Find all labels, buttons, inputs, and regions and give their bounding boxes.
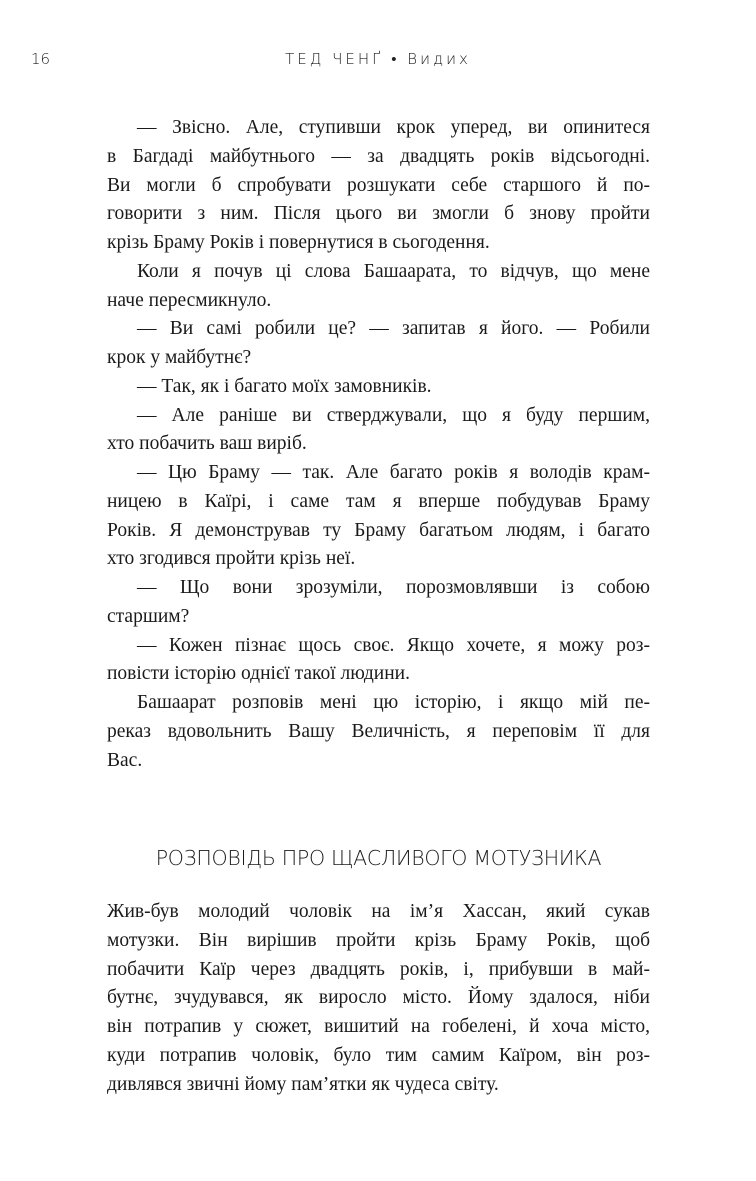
text-line: дивлявся звичні йому пам’ятки як чудеса світу. <box>107 1073 499 1095</box>
text-line: мотузки. Він вирішив пройти крізь Браму Років, щоб <box>107 929 650 951</box>
text-line: — Що вони зрозуміли, порозмовлявши із собою <box>137 577 650 598</box>
text-line: Років. Я демонстрував ту Браму багатьом людям, і багато <box>107 519 650 541</box>
text-line: повісти історію однієї такої людини. <box>107 663 410 685</box>
body-text-dialogue <box>107 114 650 775</box>
text-line: Жив-був молодий чоловік на ім’я Хассан, який сукав <box>107 901 650 922</box>
text-line: хто побачить ваш виріб. <box>107 433 307 455</box>
body-text-story <box>107 898 650 1099</box>
text-line: ницею в Каїрі, і саме там я вперше побудував Браму <box>107 490 650 512</box>
text-line: старшим? <box>107 605 190 627</box>
text-line: — Так, як і багато моїх замовників. <box>137 375 432 397</box>
text-line: наче пересмикнуло. <box>107 289 272 311</box>
running-head: ТЕД ЧЕНҐ • Видих <box>285 50 471 68</box>
text-line: — Цю Браму — так. Але багато років я володів крам- <box>137 462 650 483</box>
text-line: крізь Браму Років і повернутися в сьогодення. <box>107 232 490 253</box>
text-line: крок у майбутнє? <box>107 347 252 368</box>
text-line: в Багдаді майбутнього — за двадцять років відсьогодні. <box>107 145 650 167</box>
text-line: — Звісно. Але, ступивши крок уперед, ви опинитеся <box>137 117 650 138</box>
text-line: реказ вдовольнить Вашу Величність, я переповім її для <box>107 720 650 742</box>
text-line: — Ви самі робили це? — запитав я його. — Робили <box>137 318 650 340</box>
page-number: 16 <box>31 50 51 68</box>
text-line: він потрапив у сюжет, вишитий на гобелені, й хоча місто, <box>107 1016 650 1037</box>
text-line: — Кожен пізнає щось своє. Якщо хочете, я можу роз- <box>137 634 650 656</box>
text-line: бутнє, зчудувався, як виросло місто. Йому здалося, ніби <box>107 987 650 1009</box>
text-line: Башаарат розповів мені цю історію, і якщо мій пе- <box>137 692 650 713</box>
text-line: — Але раніше ви стверджували, що я буду першим, <box>137 404 650 426</box>
text-line: побачити Каїр через двадцять років, і, прибувши в май- <box>107 958 650 980</box>
text-line: куди потрапив чоловік, було тим самим Каїром, він роз- <box>107 1044 650 1066</box>
text-line: Коли я почув ці слова Башаарата, то відчув, що мене <box>137 260 650 282</box>
text-line: говорити з ним. Після цього ви змогли б знову пройти <box>107 203 650 225</box>
text-line: хто згодився пройти крізь неї. <box>107 548 356 570</box>
text-line: Вас. <box>107 749 143 771</box>
section-heading: РОЗПОВІДЬ ПРО ЩАСЛИВОГО МОТУЗНИКА <box>155 846 602 870</box>
text-line: Ви могли б спробувати розшукати себе старшого й по- <box>107 174 650 196</box>
